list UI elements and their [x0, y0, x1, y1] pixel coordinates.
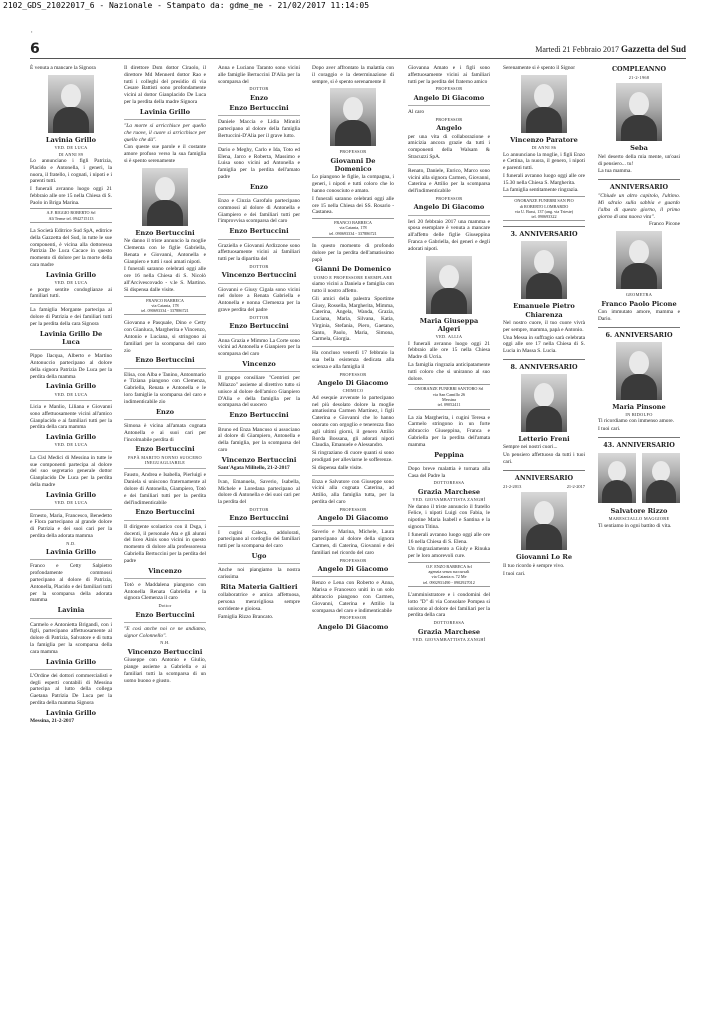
notice-text: per una vita di collaborazione e amicizia ancora grazie da tutti i componenti della Walsam & Stracuzzi SpA.	[408, 133, 490, 160]
column-1	[30, 65, 112, 726]
notice-text: Un ringraziamento a Giuly e Rinuka per le loro amorevoli cure.	[408, 546, 490, 560]
birth-date: 21-2-1968	[628, 75, 650, 81]
column-3	[218, 65, 300, 621]
deceased-name: Enzo Bertuccini	[135, 508, 195, 517]
anniversary-heading: ANNIVERSARIO	[503, 470, 585, 482]
anniversary-heading: 6. ANNIVERSARIO	[598, 327, 680, 339]
deceased-name: Lavinia Grillo	[45, 548, 97, 557]
deceased-name: Maria Pinsone	[612, 402, 666, 411]
notice-text: Ivan, Emanuela, Saverio, Isabella, Michele e Loredana partecipano al dolore di Antonella e dei suoi cari per la perdita del	[218, 478, 300, 506]
notice-text: Ti sentiamo in ogni battito di vita.	[598, 522, 672, 529]
notice-text: Franco e Cetty Salpietro profondamente commossi partecipano al dolore di Patrizia, Antonella, Placido e dei familiari tutti per la scomparsa della adorata mamma	[30, 563, 112, 604]
deceased-name: Lavinia Grillo De Luca	[39, 329, 103, 346]
notice-text: siamo vicini a Daniela e famiglia con tutto il nostro affetto.	[312, 281, 394, 294]
agency-address: via Catania, 178	[151, 302, 179, 308]
agency-address: via U. Bassi, 137 (ang. via Trieste)	[514, 208, 574, 214]
notice-text: e porge sentite condoglianze ai familiari tutti.	[30, 286, 112, 300]
title: PROFESSOR	[435, 195, 463, 201]
title: DOTTOR	[249, 86, 269, 92]
widow-of: VED. DE LUCA	[54, 280, 88, 286]
notice-text: Nel deserto della mia mente, un'oasi di pensiero... tu!	[598, 153, 680, 167]
portrait-photo	[616, 342, 662, 400]
agency-tel: tel. 090693322	[531, 214, 557, 220]
header-newspaper: Gazzetta del Sud	[621, 44, 686, 54]
title: PROFESSOR	[339, 371, 367, 377]
portrait-photo	[642, 453, 680, 503]
notice-text: Lo piangono le figlie, la compagna, i generi, i nipoti e tutti coloro che lo hanno conosciuto e amato.	[312, 174, 394, 194]
notice-text: Nel nostro cuore, il tuo cuore vivrà per sempre, mamma, papà e Antonio.	[503, 320, 585, 333]
widow-of: VED. DE LUCA	[54, 391, 88, 397]
deceased-name: Giovanni De Domenico	[330, 156, 376, 174]
notice-text: Licia e Manlio, Liliana e Giovanni sono affettuosamente vicini all'amico Gianplacido e ai familiari tutti per la perdita della cara mamma	[30, 404, 112, 431]
notice-closing: Famiglia Rizzo Brancato.	[218, 613, 274, 620]
age: DI ANNI 89	[58, 151, 84, 157]
anniversary-heading: 8. ANNIVERSARIO	[503, 359, 585, 371]
notice-text: Ti ricordiamo con immenso amore.	[598, 418, 675, 425]
agency-tel: tel. 090693334 - 337886721	[329, 230, 377, 236]
agency-address: via Catania, 178	[339, 225, 367, 231]
agency-address: via San Camillo 26	[432, 391, 466, 397]
column-5	[408, 65, 490, 643]
deceased-name: Enzo	[250, 182, 268, 191]
deceased-name: Enzo Bertuccini	[229, 227, 289, 236]
notice-text: Lo annunciano i figli Patrizia, Placido e Antonella, i generi, la nuora, il fratello, i cognati, i nipoti e i parenti tutti.	[30, 157, 112, 185]
notice-text: La Cisl Medici di Messina in tutte le sue componenti partecipa al dolore del suo segretario generale dottor Gianplacido De Luca per la perdita della madre	[30, 454, 112, 489]
portrait-photo	[521, 75, 567, 133]
notice-closing: Messina, 21-2-2017	[30, 718, 75, 725]
notice-text: collaboratrice e amica affettuosa, persona meravigliosa sempre sorridente e gioiosa.	[218, 592, 300, 612]
deceased-name: Grazia Marchese	[417, 627, 481, 636]
deceased-name: Enzo Bertuccini	[229, 104, 289, 113]
notice-text: Carmelo e Antonietta Brigandì, con i figli, partecipano affettuosamente al dolore di Patrizia, Salvatore e di tutta la famiglia per la scomparsa della cara mamma	[30, 621, 112, 655]
deceased-name: Vincenzo Bertuccini	[221, 271, 297, 280]
title: DOTTOR	[249, 506, 269, 512]
print-stamp: 2102_GDS_21022017_6 - Nazionale - Stampato da: gdme_me - 21/02/2017 11:14:05	[3, 1, 370, 10]
deceased-name: Lavinia Grillo	[45, 433, 97, 442]
notice-text: Si dispensa dalle visite.	[312, 464, 363, 471]
notice-text: I funerali avranno luogo oggi alle ore 15.30 nella Chiesa S. Margherita.	[503, 172, 585, 186]
notice-text: Lo annunciano la moglie, i figli Enzo e Cettina, la nuora, il genero, i nipoti e parenti tutti.	[503, 151, 585, 172]
anniversary-heading: 3. ANNIVERSARIO	[503, 226, 585, 238]
agency-name: ONORANZE FUNEBRI SAN PIO	[514, 198, 574, 204]
deceased-name: Enzo	[250, 93, 268, 102]
agency-name: O.F. ENZO BARRECA Srl	[426, 563, 472, 569]
portrait-photo	[521, 241, 567, 299]
deceased-name: Rita Materia Galtieri	[220, 582, 298, 591]
deceased-name: Angelo Di Giacomo	[317, 622, 389, 631]
epithet: IN RIDOLFO	[625, 411, 653, 417]
birthday-heading: COMPLEANNO	[611, 65, 667, 73]
notice-text: I funerali saranno celebrati oggi alle ore 16 nella Chiesa di S. Nicolò all'Arcivescovado - v.le S. Martino. Si dispensa dalle visite.	[124, 266, 206, 293]
notice-text: Simona è vicina all'amata cognata Antonella e ai suoi cari per l'incolmabile perdita di	[124, 422, 206, 443]
notice-text: Il dirigente scolastico con il Dsga, i docenti, il personale Ata e gli alunni del liceo Ainis sono vicini in questo momento di dolore alla professoressa Gabriella Bertuccini per la perdita del padre	[124, 523, 206, 564]
agency-tel: Alì Terme tel. 0942715113	[48, 215, 94, 221]
deceased-name: Enzo Bertuccini	[135, 228, 195, 237]
deceased-name: Angelo Di Giacomo	[317, 565, 389, 574]
deceased-name: Lavinia Grillo	[139, 107, 191, 116]
widow-of: VED. DE LUCA	[54, 500, 88, 506]
deceased-name: Enzo Bertuccini	[135, 445, 195, 454]
funeral-agency	[503, 196, 585, 221]
notice-text: La zia Margherita, i cugini Teresa e Carmelo stringono in un forte abbraccio Giuseppina, Franca e Gabriella per la perdita dell'amata mamma	[408, 414, 490, 448]
portrait-photo	[521, 374, 567, 432]
deceased-name: Lavinia Grillo	[45, 490, 97, 499]
notice-text: L'Ordine dei dottori commercialisti e degli esperti contabili di Messina partecipa al lutto della collega Gaetana Patrizia De Luca per la perdita della mamma Signora	[30, 672, 112, 707]
deceased-name: Angelo Di Giacomo	[317, 379, 389, 388]
notice-text: I funerali avranno luogo oggi 21 febbraio alle ore 15 nella Chiesa Madre di Ucria.	[408, 340, 490, 361]
title: PROFESSOR	[435, 116, 463, 122]
deceased-name: Maria Giuseppa Algeri	[419, 316, 479, 333]
deceased-name: Enzo Bertuccini	[229, 411, 289, 420]
widow-of: VED. ALLIA	[435, 334, 463, 340]
notice-text: In questo momento di profondo dolore per la perdita dell'amatissimo papà	[312, 243, 394, 263]
title: GEOMETRA	[625, 292, 653, 298]
deceased-name: Enzo Bertuccini	[135, 356, 195, 365]
quote-author: Franco Picone	[649, 221, 680, 228]
notice-text: Renzo e Lena con Roberto e Anna, Marisa e Francesco uniti in un solo abbraccio piangono con Carmen, Giovanni, Caterina e Attilio la scomparsa del caro e indimenticabile	[312, 580, 394, 614]
funeral-agency	[408, 384, 490, 409]
deceased-name: Enzo Bertuccini	[229, 514, 289, 523]
deceased-name: Ugo	[251, 552, 267, 561]
deceased-name: Grazia Marchese	[417, 487, 481, 496]
deceased-name: Angelo	[436, 124, 462, 133]
notice-text: Dario e Meghy, Carlo e Ida, Toto ed Elena, Jarco e Roberta, Massimo e Luisa sono vicini ad Antonella e famiglia per la perdita dell'amato padre	[218, 146, 300, 180]
anniversary-heading: 43. ANNIVERSARIO	[598, 437, 680, 449]
title: Dottor	[158, 603, 172, 609]
agency-name: A.F. RIGGIO ROBERTO Srl	[46, 210, 96, 216]
notice-text: Giuseppe con Antonio e Giulio, piange assieme a Gabriella e ai familiari tutti la scomparsa di un uomo buono e giusto.	[124, 657, 206, 684]
notice-text: Giovanni e Giusy Cigala sono vicini nel dolore a Renata Gabriella e Antonella e nonna Clemenza per la grave perdita del padre	[218, 286, 300, 314]
deceased-name: Enzo Bertuccini	[229, 322, 289, 331]
initials: N.H.	[160, 640, 170, 646]
portrait-photo	[48, 75, 94, 133]
notice-text: Ernesto, Maria, Francesco, Benedetto e Flora partecipano al grande dolore di Patrizia e dei suoi cari per la perdita della adorata mamma	[30, 512, 112, 539]
notice-text: Saverio e Marina, Michele, Laura partecipano al dolore della signora Carmen, di Caterina, Giovanni e dei familiari nel ricordo del caro	[312, 529, 394, 556]
deceased-name: Gianni De Domenico	[314, 265, 391, 274]
notice-text: Si ringraziano di cuore quanti si sono prodigati per alleviarne le sofferenze.	[312, 450, 394, 463]
agency-owner: di ROBERTO LOMBARDO	[519, 203, 569, 209]
title: DOTTOR	[249, 263, 269, 269]
widow-of: VED. DE LUCA	[54, 145, 88, 151]
agency-subtitle: agenzia senza succursali	[428, 569, 470, 575]
notice-text: I funerali saranno celebrati oggi alle ore 15 nella Chiesa dei SS. Rosario - Castanea.	[312, 195, 394, 216]
column-2	[124, 65, 206, 685]
age: DI ANNI 86	[531, 145, 557, 151]
notice-text: Il tuo ricordo è sempre vivo.	[503, 562, 565, 569]
funeral-agency	[30, 208, 112, 223]
agency-name: ONORANZE FUNEBRI SANTORO Srl	[414, 386, 484, 392]
funeral-agency	[408, 562, 490, 587]
page-mark: '	[31, 31, 33, 38]
title: PROFESSOR	[339, 557, 367, 563]
deceased-name: Emanuele Pietro Chiarenza	[513, 302, 575, 319]
notice-closing: Sant'Agata Militello, 21-2-2017	[218, 464, 290, 471]
portrait-photo	[616, 231, 662, 289]
notice-text: Ha concluso venerdì 17 febbraio la sua bella esistenza dedicata alla scienza e alla famiglia il	[312, 350, 394, 370]
notice-text: La Società Editrice Sud SpA, editrice della Gazzetta del Sud, in tutte le sue componenti, è vicina alla dottoressa Patrizia De Luca Cacace in questo momento di dolore per la morte della cara madre	[30, 228, 112, 269]
notice-text: I tuoi cari.	[598, 426, 621, 433]
notice-text: Ne danno il triste annuncio il fratello Felice, i nipoti Luigi con Fabia, le nipotine Maria Isabell e Santina e la signora Titina.	[408, 503, 490, 530]
anniversary-dates	[503, 484, 585, 490]
notice-intro: È venuta a mancare la Signora	[30, 65, 96, 71]
deceased-name: Lavinia Grillo	[45, 657, 97, 666]
notice-text: I tuoi cari.	[503, 570, 526, 577]
title: DOTTORESSA	[433, 480, 465, 486]
title: DOTTORESSA	[433, 620, 465, 626]
notice-text: Enzo e Cinzia Garofalo partecipano commossi al dolore di Antonella e Giampiero e dei familiari tutti per l'improvvisa scomparsa del caro	[218, 198, 300, 225]
notice-text: Sempre nei nostri cuori...	[503, 444, 558, 451]
notice-text: Fausto, Andrea e Isabella, Pierluigi e Daniela si uniscono fraternamente al dolore di Antonella, Giampiero, Totò e dei familiari tutti per la perdita dell'indimenticabile	[124, 472, 206, 506]
deceased-name: Lavinia Grillo	[45, 270, 97, 279]
agency-address: via Catania n. 72 Me	[431, 574, 467, 580]
column-6	[503, 65, 585, 578]
title: PROFESSOR	[435, 86, 463, 92]
epithet: CHIMICO	[342, 388, 364, 394]
deceased-name: Lavinia Grillo	[45, 135, 97, 144]
notice-text: Il direttore Dsm dottor Ciraolo, il direttore Md Mennerd dottor Rao e tutti i colleghi del presidio di via Cesare Battisti sono profondamente vicini al dottor Gianplacido De Luca per la perdita della madre Signora	[124, 65, 206, 105]
deceased-name: Lavinia Grillo	[45, 708, 97, 717]
notice-text: La famiglia Morgante partecipa al dolore di Patrizia e dei familiari tutti per la perdita della cara Signora	[30, 307, 112, 327]
notice-text: Con immutato amore, mamma e Dario.	[598, 308, 680, 322]
title: DOTTOR	[249, 314, 269, 320]
page-header	[535, 44, 686, 54]
notice-text: Al caro	[408, 109, 425, 116]
portrait-photo	[598, 453, 636, 503]
notice-text: Ieri 20 febbraio 2017 una mamma e sposa esemplare è venuta a mancare all'affetto delle figlie Giuseppina Franca e Gabriella, dei generi e degli adorati nipoti.	[408, 218, 490, 252]
notice-text: Renato, Daniele, Enrico, Marco sono vicini alla signora Carmen, Giovanni, Caterina e Attilio per la scomparsa dell'indimenticabile	[408, 167, 490, 195]
epithet: MARESCIALLO MAGGIORE	[608, 516, 670, 522]
page-number: 6	[30, 41, 40, 57]
notice-quote: "La morte si arricchisce per quello che ruove, il cuore si arricchisce per quello che dà".	[124, 123, 206, 143]
notice-text: Totò e Maddalena piangono con Antonella Renata Gabriella e la signora Clemenza il caro	[124, 581, 206, 602]
deceased-name: Vincenzo Bertuccini	[127, 647, 203, 656]
portrait-photo	[616, 83, 662, 141]
notice-text: Gli amici della palestra Sportime Giusy, Rossella, Margherita, Mimma, Caterina, Angela, Wanda, Grazia, Luciana, Maria, Silvana, Katia, Virginia, Stefania, Piero, Gaetano, Santo, Paolo, Maria, Simona, Carmela, Giorgia.	[312, 295, 394, 343]
agency-tel: tel. 09052411	[437, 402, 461, 408]
column-4	[312, 65, 394, 632]
agency-tel: tel. 090693334 - 337886721	[141, 308, 189, 314]
column-7	[598, 65, 680, 530]
deceased-name: Angelo Di Giacomo	[413, 203, 485, 212]
notice-text: Il gruppo consiliare "Centristi per Milazzo" assieme al direttivo tutto si unisce al dolore dell'amico Gianpiero D'Alia e della famiglia per la scomparsa del suocero	[218, 375, 300, 409]
notice-text: Pippo Ilacqua, Alberto e Martino Antonuccio partecipano al dolore della signora Patrizia De Luca per la perdita della mamma	[30, 353, 112, 380]
title: PROFESSOR	[339, 615, 367, 621]
deceased-name: Angelo Di Giacomo	[413, 93, 485, 102]
deceased-name: Vincenzo Bertuccini	[221, 455, 297, 464]
agency-name: FRANCO BARRECA	[146, 297, 184, 303]
notice-text: I funerali avranno luogo oggi 21 febbraio alle ore 15 nella Chiesa di S. Paolo in Briga Marina.	[30, 186, 112, 206]
portrait-photo	[521, 492, 567, 550]
anniversary-heading: ANNIVERSARIO	[598, 179, 680, 191]
deceased-name: Vincenzo	[148, 566, 182, 575]
notice-text: Giovanna Amato e i figli sono affettuosamente vicini ai familiari tutti per la perdita del fraterno amico	[408, 65, 490, 85]
widow-of: VED. GIOVAMBATTISTA ZANGHÌ	[412, 497, 486, 503]
notice-text: Bruno ed Enza Mancuso si associano al dolore di Giampiero, Antonella e della famiglia, per la scomparsa del caro	[218, 426, 300, 453]
notice-text: Daniele Maccia e Lidia Minniti partecipano al dolore della famiglia Bertuccini-D'Alia per il grave lutto.	[218, 119, 300, 139]
agency-name: FRANCO BARRECA	[334, 220, 372, 226]
deceased-name: Peppina	[434, 450, 464, 459]
deceased-name: Vincenzo	[242, 359, 276, 368]
title: PROFESSOR	[339, 506, 367, 512]
notice-text: Anna Grazia e Mimmo La Corte sono vicini ad Antonella e Gianpiero per la scomparsa del caro	[218, 337, 300, 358]
header-date: Martedì 21 Febbraio 2017	[535, 45, 619, 54]
notice-text: Anche noi piangiamo la nostra carissima	[218, 567, 300, 581]
widow-of: VED. GIOVAMBATTISTA ZANGHÌ	[412, 636, 486, 642]
deceased-name: Angelo Di Giacomo	[317, 514, 389, 523]
notice-text: Elisa, con Alba e Tanino, Antonmario e Tiziana piangono con Clemenza, Gabriella, Renata e Antonella e le loro famiglie la scomparsa del caro e indimenticabile zio	[124, 371, 206, 405]
agency-tel: tel. 0902931490 - 0902927012	[423, 579, 475, 585]
funeral-agency	[124, 296, 206, 316]
deceased-name: Salvatore Rizzo	[610, 506, 668, 515]
epithet: UOMO E PROFESSORE ESEMPLARE	[313, 274, 393, 280]
deceased-name: Vincenzo Paratore	[510, 135, 578, 144]
portrait-photo	[330, 88, 376, 146]
notice-text: Anna e Luciano Taranto sono vicini alle famiglie Bertuccini D'Alia per la scomparsa del	[218, 65, 300, 85]
funeral-agency	[312, 218, 394, 238]
notice-text: I cugini Caleca, addolorati, partecipano al cordoglio dei familiari tutti per la scomparsa del caro	[218, 529, 300, 550]
epithet: PAPÀ MARITO NONNO SUOCERO INEGUAGLIABILE	[128, 454, 202, 466]
widow-of: VED. DE LUCA	[54, 442, 88, 448]
notice-text: Con queste sue parole e il costante amore profuso verso la sua famiglia si è spento serenamente	[124, 144, 206, 165]
photo-pair	[598, 451, 680, 505]
portrait-photo	[142, 168, 188, 226]
notice-text: La tua mamma.	[598, 168, 632, 175]
notice-text: La famiglia sentitamente ringrazia.	[503, 187, 579, 194]
notice-text: Ad esequie avvenute lo partecipano nel più desolato dolore la moglie amatissima Carmen Martinez, i figli Caterina e Giovanni che lo hanno onorato con orgoglio e tenerezza fino agli ultimi giorni, il genero Attilio Borda Bossana, gli adorati nipoti Claudia, Emanuele e Alessandro.	[312, 394, 394, 449]
notice-text: Graziella e Giovanni Ardizzone sono affettuosamente vicini ai familiari tutti per la dipartita del	[218, 242, 300, 263]
notice-quote: "Chiude un altro capitolo, l'ultimo. Mi sdraio sulla sabbia e guardo l'alba di questo giorno, il primo giorno di una nuova vita".	[598, 193, 680, 220]
notice-text: L'amministratore e i condomini del lotto "D" di via Consolare Pompea si uniscono al dolore dei familiari per la perdita della cara	[408, 592, 490, 619]
deceased-name: Lavinia	[57, 606, 85, 615]
deceased-name: Enzo Bertuccini	[135, 610, 195, 619]
deceased-name: Giovanni Lo Re	[515, 553, 573, 562]
notice-text: Dopo aver affrontato la malattia con il coraggio e la determinazione di sempre, si è spento serenamente il	[312, 65, 394, 85]
date-start: 21-2-2013	[503, 483, 522, 489]
deceased-name: Enzo	[156, 407, 174, 416]
person-name: Seba	[630, 144, 648, 153]
portrait-photo	[426, 256, 472, 314]
notice-text: La famiglia ringrazia anticipatamente tutti coloro che si uniranno al suo dolore.	[408, 362, 490, 382]
deceased-name: Franco Paolo Picone	[601, 299, 677, 308]
notice-text: Dopo breve malattia è tornata alla Casa del Padre la	[408, 465, 490, 479]
notice-text: Un pensiero affettuoso da tutti i tuoi cari.	[503, 452, 585, 465]
date-end: 21-2-2017	[566, 483, 585, 489]
header-rule	[30, 58, 686, 59]
notice-text: Serenamente si è spento il Signor	[503, 65, 576, 71]
title: PROFESSOR	[339, 149, 367, 155]
initials: N.D.	[66, 540, 76, 546]
notice-text: I funerali avranno luogo oggi alle ore 16 nella Chiesa di S. Elena.	[408, 531, 490, 545]
notice-quote: "E così anche noi ce ne andiamo, signor Colonnello".	[124, 625, 206, 639]
agency-city: Messina	[442, 397, 456, 402]
deceased-name: Letterio Freni	[518, 435, 570, 444]
notice-text: Ne danno il triste annuncio la moglie Clementa con le figlie Gabriella, Renata e Giovanni, Antonella e Gianpiero e tutti i suoi amati nipoti.	[124, 238, 206, 265]
notice-text: Giovanna e Pasquale, Dino e Cetty con Gianluca, Margherita e Vincenzo, Antonio e Luciana, si stringono ai familiari per la scomparsa del caro zio	[124, 320, 206, 354]
deceased-name: Lavinia Grillo	[45, 382, 97, 391]
notice-text: Enza e Salvatore con Giuseppe sono vicini alla cognata Caterina, ad Attilio, alla famiglia tutta, per la perdita del caro	[312, 478, 394, 505]
notice-text: Una Messa in suffragio sarà celebrata oggi alle ore 17 nella Chiesa di S. Lucia in Massa S. Lucia.	[503, 334, 585, 355]
